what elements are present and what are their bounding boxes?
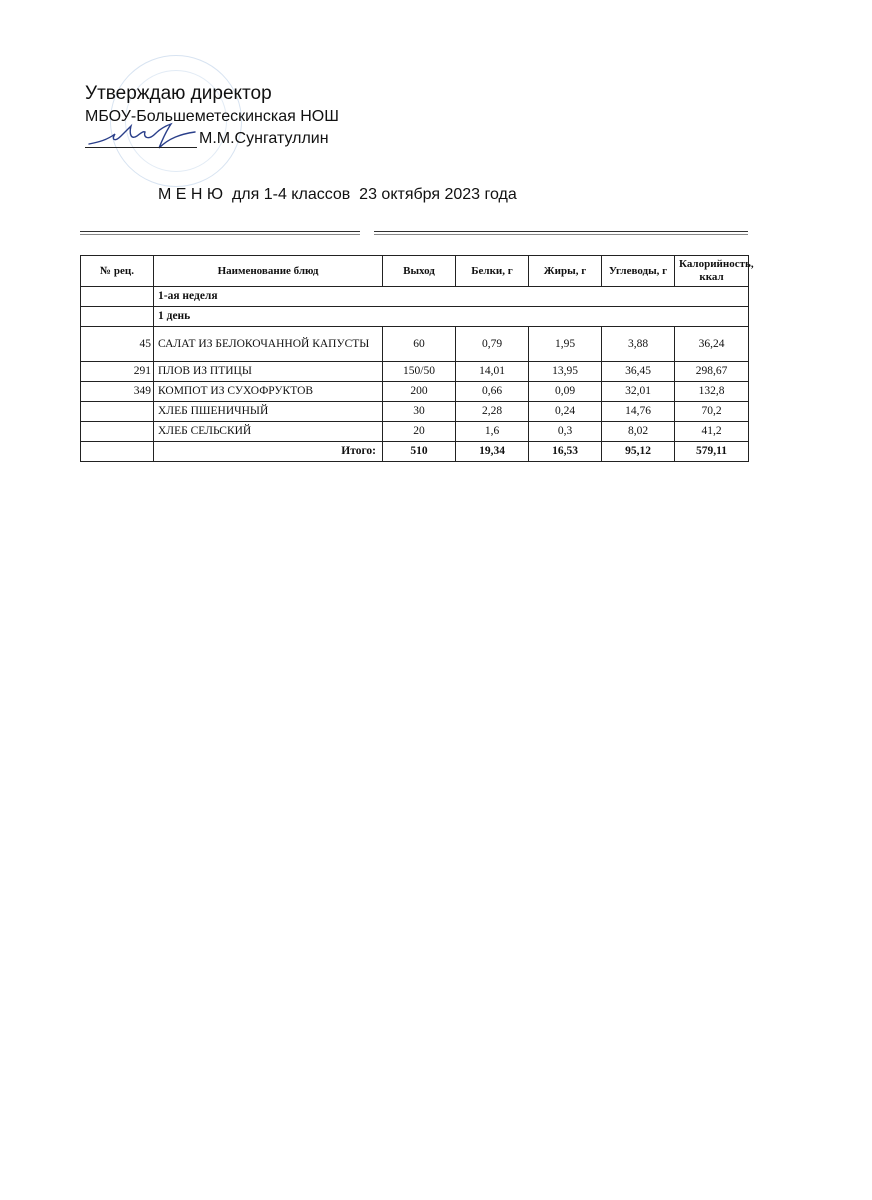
empty-cell <box>81 442 154 462</box>
row-name: КОМПОТ ИЗ СУХОФРУКТОВ <box>154 382 383 402</box>
header-output: Выход <box>383 256 456 287</box>
day-row <box>81 307 749 327</box>
row-name: САЛАТ ИЗ БЕЛОКОЧАННОЙ КАПУСТЫ <box>154 327 383 362</box>
row-fat: 13,95 <box>529 362 602 382</box>
row-carbs: 8,02 <box>602 422 675 442</box>
approval-block <box>85 82 485 154</box>
row-fat: 0,3 <box>529 422 602 442</box>
header-fat: Жиры, г <box>529 256 602 287</box>
divider-gap <box>360 228 374 238</box>
row-name: ХЛЕБ СЕЛЬСКИЙ <box>154 422 383 442</box>
row-num <box>81 402 154 422</box>
row-carbs: 3,88 <box>602 327 675 362</box>
total-fat: 16,53 <box>529 442 602 462</box>
row-calories: 132,8 <box>675 382 749 402</box>
header-num: № рец. <box>81 256 154 287</box>
total-output: 510 <box>383 442 456 462</box>
row-num: 291 <box>81 362 154 382</box>
empty-cell <box>81 287 154 307</box>
row-protein: 1,6 <box>456 422 529 442</box>
row-carbs: 32,01 <box>602 382 675 402</box>
total-row <box>81 442 749 462</box>
header-name: Наименование блюд <box>154 256 383 287</box>
row-output: 60 <box>383 327 456 362</box>
row-fat: 0,09 <box>529 382 602 402</box>
total-calories: 579,11 <box>675 442 749 462</box>
school-name: МБОУ-Большеметескинская НОШ <box>85 108 339 125</box>
row-protein: 0,79 <box>456 327 529 362</box>
week-label: 1-ая неделя <box>154 287 749 307</box>
signature-icon <box>85 120 203 154</box>
row-calories: 41,2 <box>675 422 749 442</box>
table-row <box>81 382 749 402</box>
row-output: 150/50 <box>383 362 456 382</box>
divider-line <box>80 231 748 232</box>
total-carbs: 95,12 <box>602 442 675 462</box>
header-calories: Калорийность, ккал <box>675 256 749 287</box>
row-num: 349 <box>81 382 154 402</box>
table-row <box>81 362 749 382</box>
director-name: М.М.Сунгатуллин <box>199 130 329 147</box>
week-row <box>81 287 749 307</box>
row-output: 30 <box>383 402 456 422</box>
row-fat: 1,95 <box>529 327 602 362</box>
row-output: 20 <box>383 422 456 442</box>
header-protein: Белки, г <box>456 256 529 287</box>
header-carbs: Углеводы, г <box>602 256 675 287</box>
menu-title: М Е Н Ю для 1-4 классов 23 октября 2023 года <box>158 186 517 203</box>
row-calories: 298,67 <box>675 362 749 382</box>
row-fat: 0,24 <box>529 402 602 422</box>
row-num: 45 <box>81 327 154 362</box>
empty-cell <box>81 307 154 327</box>
table-header-row <box>81 256 749 287</box>
day-label: 1 день <box>154 307 749 327</box>
table-row <box>81 422 749 442</box>
total-protein: 19,34 <box>456 442 529 462</box>
row-num <box>81 422 154 442</box>
row-carbs: 36,45 <box>602 362 675 382</box>
row-protein: 14,01 <box>456 362 529 382</box>
row-calories: 70,2 <box>675 402 749 422</box>
row-name: ХЛЕБ ПШЕНИЧНЫЙ <box>154 402 383 422</box>
total-label: Итого: <box>154 442 383 462</box>
approval-title: Утверждаю директор <box>85 83 272 104</box>
row-protein: 0,66 <box>456 382 529 402</box>
divider-line-secondary <box>80 234 748 235</box>
row-name: ПЛОВ ИЗ ПТИЦЫ <box>154 362 383 382</box>
row-calories: 36,24 <box>675 327 749 362</box>
row-protein: 2,28 <box>456 402 529 422</box>
menu-table <box>80 255 754 462</box>
signature-line <box>85 128 485 154</box>
row-output: 200 <box>383 382 456 402</box>
row-carbs: 14,76 <box>602 402 675 422</box>
signature-underline <box>85 147 197 148</box>
table-row <box>81 327 749 362</box>
table-row <box>81 402 749 422</box>
